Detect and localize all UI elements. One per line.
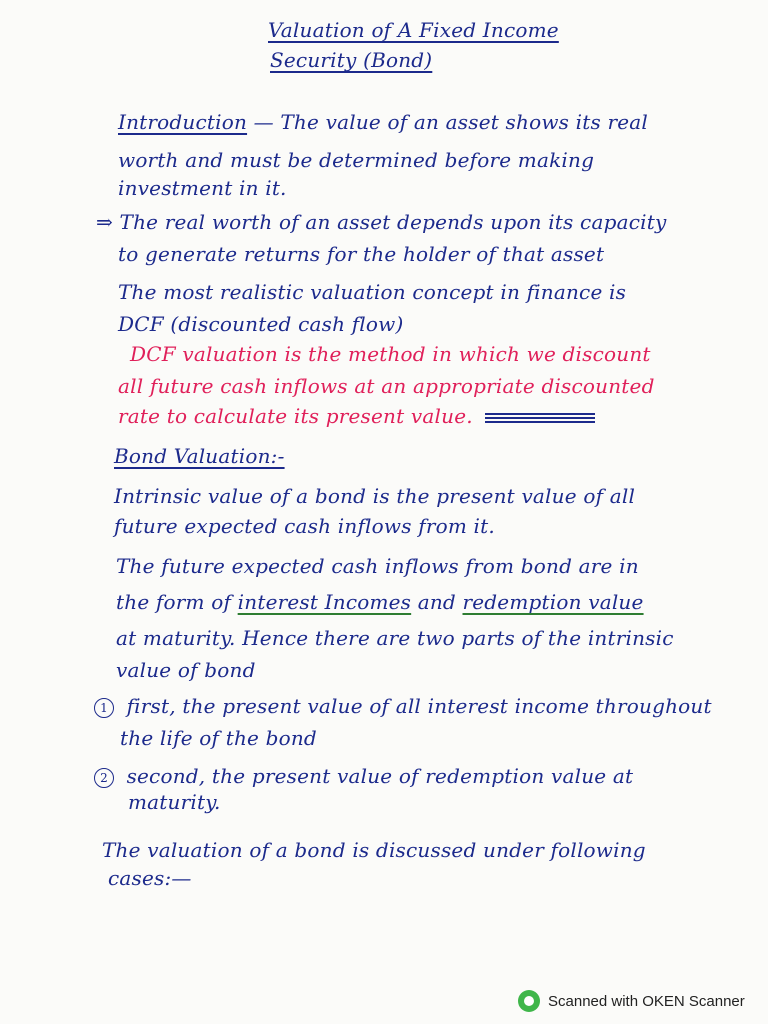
dcf-note-line-1: DCF valuation is the method in which we discount	[130, 342, 651, 366]
point-1-line-2: the life of the bond	[120, 726, 317, 750]
bond-line-4-mid: and	[417, 590, 456, 614]
closing-line-2: cases:—	[108, 866, 192, 890]
bond-line-1: Intrinsic value of a bond is the present value of all	[114, 484, 636, 508]
intro-line-2: worth and must be determined before making	[118, 148, 595, 172]
arrow-point-line-2: to generate returns for the holder of that asset	[118, 242, 605, 266]
dcf-note-line-2: all future cash inflows at an appropriate discounted	[118, 374, 655, 398]
arrow-bullet-icon: ⇒	[96, 210, 113, 234]
point-2-line-2: maturity.	[128, 790, 221, 814]
scanner-watermark	[518, 990, 745, 1012]
bond-line-6: value of bond	[116, 658, 256, 682]
title-line-1: Valuation of A Fixed Income	[268, 18, 559, 42]
scanner-watermark-text: Scanned with OKEN Scanner	[548, 992, 745, 1010]
title-line-2: Security (Bond)	[270, 48, 433, 72]
interest-incomes-term: interest Incomes	[237, 590, 412, 614]
dcf-note-text-3: rate to calculate its present value.	[118, 404, 473, 428]
point-1-line-1	[94, 694, 712, 718]
point-1-text-1: first, the present value of all interest income throughout	[126, 694, 712, 718]
bond-heading: Bond Valuation:-	[114, 444, 285, 468]
intro-heading: Introduction	[118, 110, 248, 134]
bond-line-3: The future expected cash inflows from bond are in	[116, 554, 639, 578]
arrow-point-text-1: The real worth of an asset depends upon its capacity	[119, 210, 667, 234]
bond-line-4-pre: the form of	[116, 590, 232, 614]
bond-line-2: future expected cash inflows from it.	[114, 514, 495, 538]
intro-text-1: — The value of an asset shows its real	[253, 110, 649, 134]
dcf-note-line-3	[118, 404, 595, 428]
point-2-text-1: second, the present value of redemption value at	[126, 764, 634, 788]
bond-line-5: at maturity. Hence there are two parts of the intrinsic	[116, 626, 674, 650]
arrow-point-line-1	[96, 210, 666, 234]
redemption-value-term: redemption value	[462, 590, 644, 614]
intro-line-3: investment in it.	[118, 176, 287, 200]
number-1-icon: 1	[94, 698, 114, 718]
scribble-mark	[485, 413, 595, 423]
oken-scanner-logo-icon	[518, 990, 540, 1012]
arrow-point-line-3: The most realistic valuation concept in finance is	[118, 280, 627, 304]
arrow-point-line-4: DCF (discounted cash flow)	[118, 312, 404, 336]
intro-line-1	[118, 110, 648, 134]
number-2-icon: 2	[94, 768, 114, 788]
bond-line-4	[116, 590, 644, 614]
point-2-line-1	[94, 764, 633, 788]
closing-line-1: The valuation of a bond is discussed under following	[102, 838, 646, 862]
